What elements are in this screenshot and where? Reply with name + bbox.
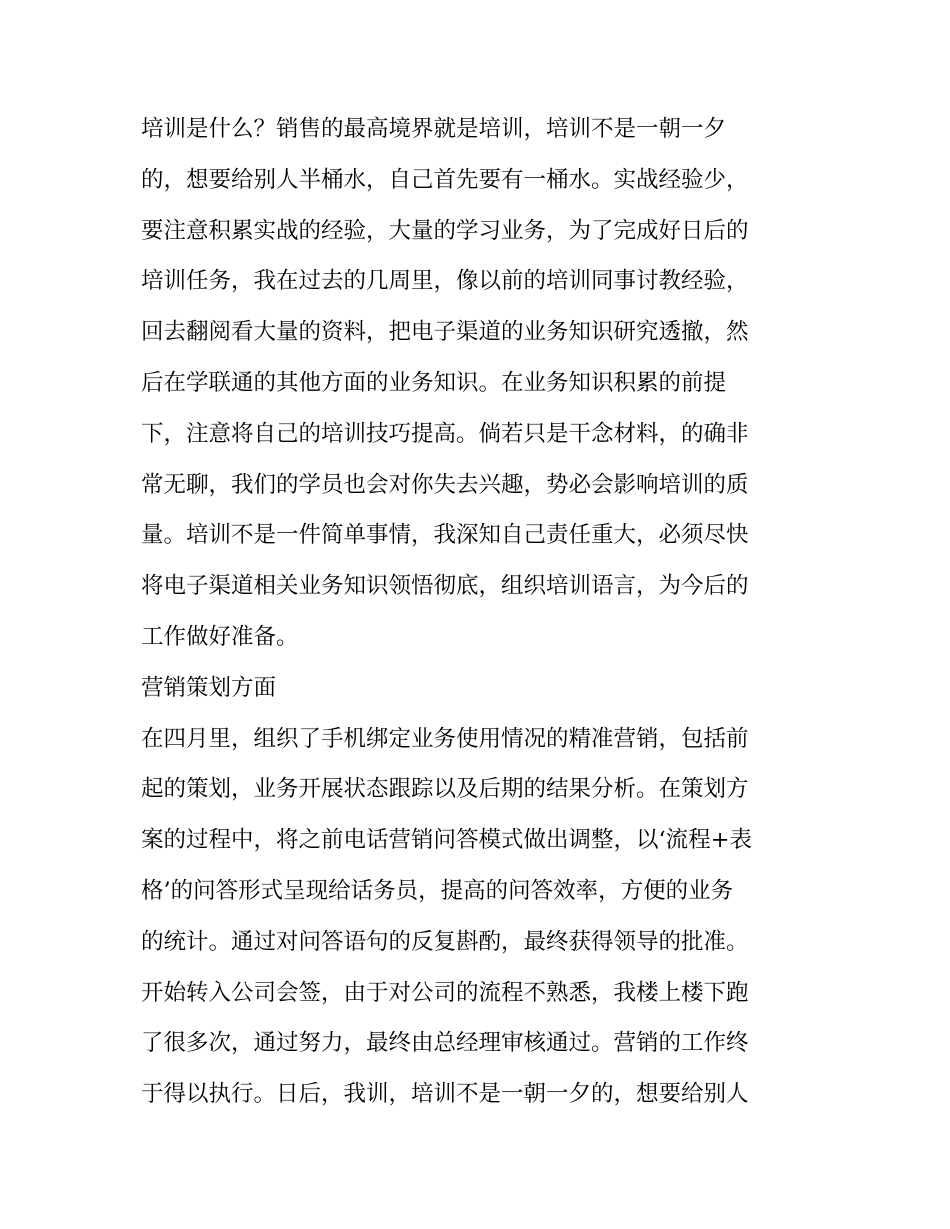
section-heading: 营销策划方面	[141, 674, 277, 701]
text-line-6: 后在学联通的其他方面的业务知识。在业务知识积累的前提	[141, 369, 727, 396]
text-line-14: 起的策划，业务开展状态跟踪以及后期的结果分析。在策划方	[141, 776, 749, 803]
text-line-19: 了很多次，通过努力，最终由总经理审核通过。营销的工作终	[141, 1030, 749, 1057]
text-line-13: 在四月里，组织了手机绑定业务使用情况的精准营销，包括前	[141, 725, 749, 752]
text-line-2: 的，想要给别人半桶水，自己首先要有一桶水。实战经验少，	[141, 166, 749, 193]
text-line-8: 常无聊，我们的学员也会对你失去兴趣，势必会影响培训的质	[141, 471, 749, 498]
text-line-4: 培训任务，我在过去的几周里，像以前的培训同事讨教经验，	[141, 268, 749, 295]
body-text	[141, 104, 821, 1120]
text-line-18: 开始转入公司会签，由于对公司的流程不熟悉，我楼上楼下跑	[141, 979, 749, 1006]
text-line-10: 将电子渠道相关业务知识领悟彻底，组织培训语言，为今后的	[141, 573, 749, 600]
text-line-7: 下，注意将自己的培训技巧提高。倘若只是干念材料，的确非	[141, 420, 749, 447]
text-line-9: 量。培训不是一件简单事情，我深知自己责任重大，必须尽快	[141, 522, 749, 549]
text-line-3: 要注意积累实战的经验，大量的学习业务，为了完成好日后的	[141, 217, 749, 244]
text-line-15: 案的过程中，将之前电话营销问答模式做出调整，以‘流程+表	[141, 827, 753, 854]
text-line-1: 培训是什么？销售的最高境界就是培训，培训不是一朝一夕	[141, 116, 727, 142]
text-line-5: 回去翻阅看大量的资料，把电子渠道的业务知识研究透撤，然	[141, 319, 749, 346]
text-line-16: 格’的问答形式呈现给话务员，提高的问答效率，方便的业务	[141, 877, 734, 904]
text-line-20: 于得以执行。日后，我训，培训不是一朝一夕的，想要给别人	[141, 1081, 749, 1108]
text-line-11: 工作做好准备。	[141, 623, 299, 650]
text-line-17: 的统计。通过对问答语句的反复斟酌，最终获得领导的批准。	[141, 928, 749, 955]
